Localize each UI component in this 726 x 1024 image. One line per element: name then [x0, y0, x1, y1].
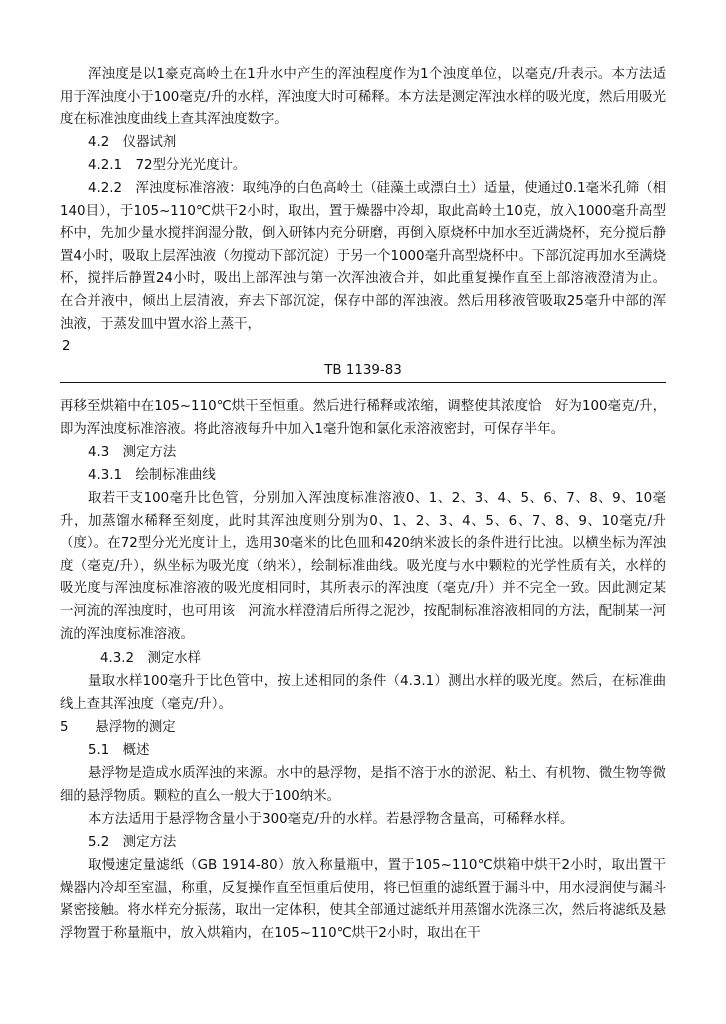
section-heading-4-3-2: 4.3.2 测定水样: [100, 651, 202, 666]
section-heading-5-1: 5.1 概述: [88, 743, 150, 758]
header-rule: [60, 382, 666, 383]
paragraph-5-1-a: 悬浮物是造成水质浑浊的来源。水中的悬浮物，是指不溶于水的淤泥、粘土、有机物、微生物等微细的悬浮物质。颗粒的直么一般大于100纳米。: [60, 766, 666, 804]
intro-paragraph: 浑浊度是以1豪克高岭土在1升水中产生的浑浊程度作为1个浊度单位，以毫克/升表示。本方法适用于浑浊度小于100毫克/升的水样，浑浊度大时可稀释。本方法是测定浑浊水样的吸光度，然后用吸光度在标准浊度曲线上查其浑浊度数字。: [60, 67, 666, 128]
section-heading-4-2-1: 4.2.1 72型分光光度计。: [88, 158, 247, 173]
section-heading-4-3-1: 4.3.1 绘制标准曲线: [88, 468, 216, 483]
page-number: 2: [62, 339, 71, 354]
paragraph-5-1-b: 本方法适用于悬浮物含量小于300毫克/升的水样。若悬浮物含量高，可稀释水样。: [88, 812, 574, 827]
section-heading-5: 5 悬浮物的测定: [60, 720, 176, 735]
continued-paragraph: 再移至烘箱中在105~110℃烘干至恒重。然后进行稀释或浓缩，调整使其浓度恰 好为100毫克/升，即为浑浊度标准溶液。将此溶液每升中加入1毫升饱和氯化汞溶液密封，可保存半年。: [60, 399, 666, 437]
paragraph-5-2: 取慢速定量滤纸（GB 1914-80）放入称量瓶中，置于105~110℃烘箱中烘干2小时，取出置干燥器内冷却至室温，称重，反复操作直至恒重后使用，将已恒重的滤纸置于漏斗中，用水浸润使与漏斗紧密接触。将水样充分振荡，取出一定体积，使其全部通过滤纸并用蒸馏水洗涤三次，然后将滤纸及悬浮物置于称量瓶中，放入烘箱内，在105~110℃烘干2小时，取出在干: [60, 858, 666, 941]
paragraph-4-2-2: 4.2.2 浑浊度标准溶液：取纯净的白色高岭土（硅藻土或漂白土）适量，使通过0.1毫米孔筛（相140目），于105~110℃烘干2小时，取出，置于燥器中冷却，取此高岭土10克，放入1000毫升高型杯中，先加少量水搅拌润湿分散，倒入研钵内充分研磨，再倒入原烧杯中加水至近满烧杯，充分搅后静置4小时，吸取上层浑浊液（勿搅动下部沉淀）于另一个1000毫升高型烧杯中。下部沉淀再加水至满烧杯，搅拌后静置24小时，吸出上部浑浊与第一次浑浊液合并，如此重复操作直至上部溶液澄清为止。在合并液中，倾出上层清液，弃去下部沉淀，保存中部的浑浊液。然后用移液管吸取25毫升中部的浑浊液，于蒸发皿中置水浴上蒸干，: [60, 181, 666, 332]
section-heading-4-3: 4.3 测定方法: [88, 445, 177, 460]
section-heading-5-2: 5.2 测定方法: [88, 835, 177, 850]
paragraph-4-3-1: 取若干支100毫升比色管，分别加入浑浊度标准溶液0、1、2、3、4、5、6、7、8、9、10毫升，加蒸馏水稀释至刻度，此时其浑浊度则分别为0、1、2、3、4、5、6、7、8、9、10毫克/升（度）。在72型分光光度计上，选用30毫米的比色皿和420纳米波长的条件进行比浊。以横坐标为浑浊度（毫克/升），纵坐标为吸光度（纳米），绘制标准曲线。吸光度与水中颗粒的光学性质有关，水样的吸光度与浑浊度标准溶液的吸光度相同时，其所表示的浑浊度（毫克/升）并不完全一致。因此测定某一河流的浑浊度时，也可用该 河流水样澄清后所得之泥沙，按配制标准溶液相同的方法，配制某一河流的浑浊度标准溶液。: [60, 491, 666, 642]
section-heading-4-2: 4.2 仪器试剂: [88, 135, 177, 150]
paragraph-4-3-2: 量取水样100毫升于比色管中，按上述相同的条件（4.3.1）测出水样的吸光度。然后，在标准曲线上查其浑浊度（毫克/升）。: [60, 674, 666, 712]
document-code-header: TB 1139-83: [324, 363, 402, 378]
